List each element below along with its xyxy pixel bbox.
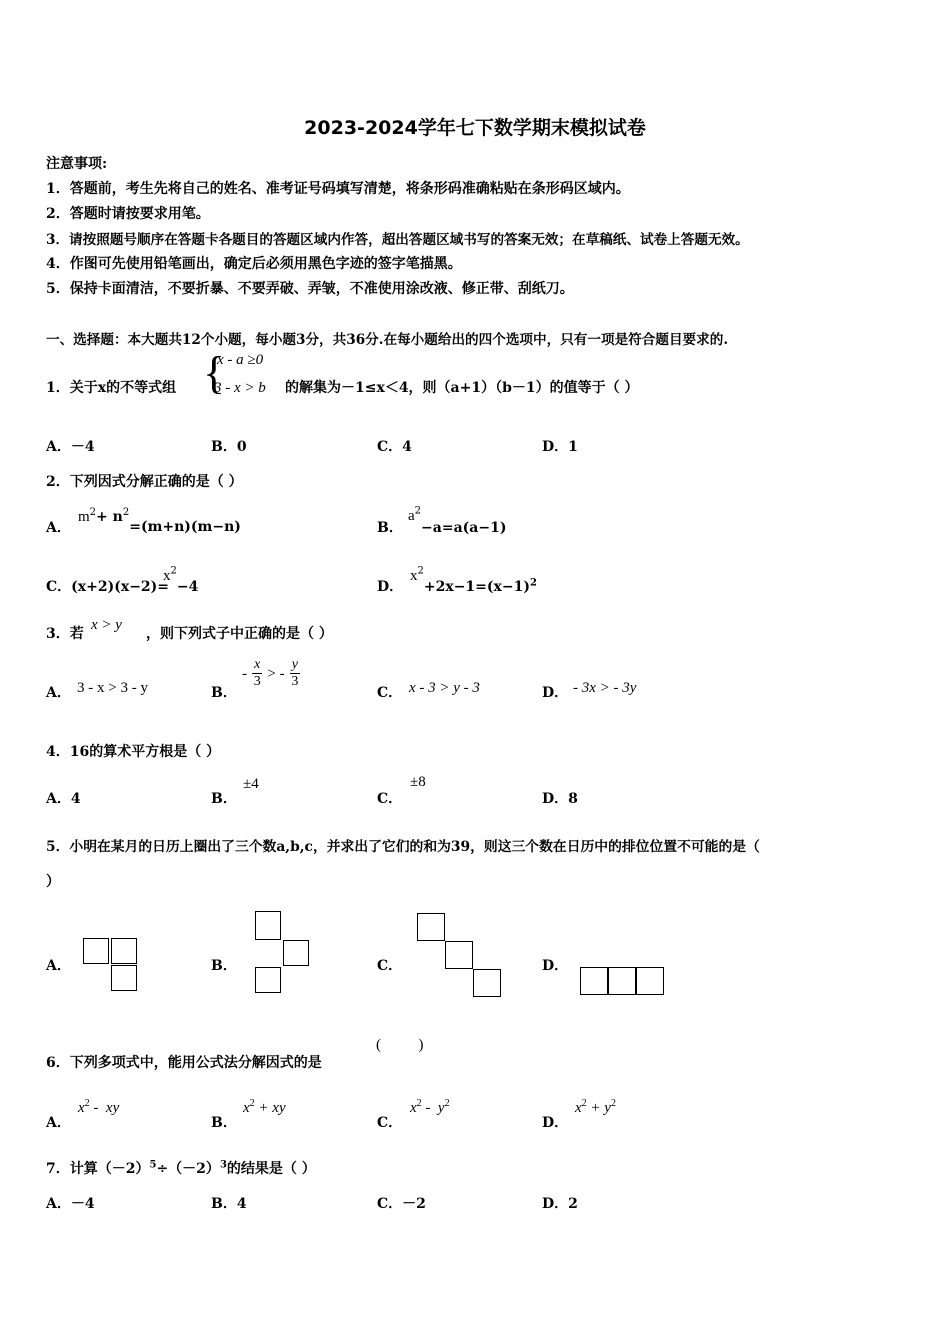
option-A[interactable]: A．－4 <box>46 439 95 455</box>
option-D[interactable]: D． <box>542 685 569 701</box>
option-A[interactable]: A． <box>46 685 71 701</box>
option-B[interactable]: B． <box>211 791 237 807</box>
option-D[interactable]: D． <box>542 958 569 974</box>
q1-suffix: 的解集为－1≤x＜4，则（a+1）（b－1）的值等于（ ） <box>285 380 639 396</box>
q6-stem: 6．下列多项式中，能用公式法分解因式的是 <box>46 1055 322 1071</box>
option-A[interactable]: A． <box>46 958 71 974</box>
q3-option-B-expr: - $\frac{x}{3}$ > - $\frac{y}{3}$ <box>242 657 299 689</box>
q3-option-A-expr: 3 - x > 3 - y <box>77 680 148 696</box>
option-A[interactable]: A．－4 <box>46 1196 95 1212</box>
option-B[interactable]: B．0 <box>211 439 247 455</box>
option-D[interactable]: D．1 <box>542 439 578 455</box>
notice-item: 4．作图可先使用铅笔画出，确定后必须用黑色字迹的签字笔描黑。 <box>46 256 462 272</box>
q5-stem: 5．小明在某月的日历上圈出了三个数a,b,c，并求出了它们的和为39，则这三个数在日历中的排位位置不可能的是（ <box>46 839 760 855</box>
option-B[interactable]: B． <box>211 1115 237 1131</box>
section-heading: 一、选择题：本大题共12个小题，每小题3分，共36分.在每小题给出的四个选项中，只有一项是符合题目要求的. <box>46 332 729 348</box>
q3-suffix: ，则下列式子中正确的是（ ） <box>146 626 333 642</box>
q6-paren: ( ) <box>376 1037 424 1053</box>
option-C[interactable]: C．(x+2)(x−2)= <box>46 579 170 595</box>
option-A[interactable]: A． <box>46 520 71 536</box>
option-C[interactable]: C． <box>377 791 403 807</box>
q2-option-C-expr: $x^2-4$ <box>163 565 199 595</box>
q6-option-A-expr: $x^2$ - xy <box>78 1098 120 1116</box>
q1-inequality-2: 3 - x > b <box>214 380 266 396</box>
q6-option-C-expr: $x^2 - y^2$ <box>410 1098 450 1116</box>
option-C[interactable]: C． <box>377 1115 403 1131</box>
q3-option-D-expr: - 3x > - 3y <box>573 680 637 696</box>
notice-item: 1．答题前，考生先将自己的姓名、准考证号码填写清楚，将条形码准确粘贴在条形码区域内。 <box>46 181 630 197</box>
q2-option-A-expr: $m^2+ n^2=(m+n)(m-n)$ <box>78 507 241 535</box>
q1-prefix: 1．关于x的不等式组 <box>46 380 177 396</box>
option-A[interactable]: A． <box>46 1115 71 1131</box>
q2-option-D-expr: $x^2+2x-1=(x-1)^2$ <box>410 565 537 595</box>
option-C[interactable]: C． <box>377 685 403 701</box>
option-B[interactable]: B． <box>377 520 403 536</box>
option-D[interactable]: D． <box>377 579 404 595</box>
q6-option-B-expr: $x^2$ + xy <box>243 1098 286 1116</box>
q2-option-B-expr: $a^2-a=a(a-1)$ <box>408 505 507 536</box>
option-C[interactable]: C．4 <box>377 439 412 455</box>
notice-item: 5．保持卡面清洁，不要折暴、不要弄破、弄皱，不准使用涂改液、修正带、刮纸刀。 <box>46 281 574 297</box>
option-D[interactable]: D． <box>542 1115 569 1131</box>
q4-option-C-value: ±8 <box>410 774 426 790</box>
option-C[interactable]: C． <box>377 958 403 974</box>
option-C[interactable]: C．－2 <box>377 1196 426 1212</box>
q3-prefix: 3．若 <box>46 626 84 642</box>
q4-option-B-value: ±4 <box>243 776 259 792</box>
option-A[interactable]: A．4 <box>46 791 81 807</box>
q4-stem: 4．16的算术平方根是（ ） <box>46 744 221 760</box>
q6-option-D-expr: $x^2 + y^2$ <box>575 1098 616 1116</box>
q7-stem: 7．计算$(-2)^5\div(-2)^3$的结果是（ ） <box>46 1159 316 1177</box>
q2-stem: 2．下列因式分解正确的是（ ） <box>46 474 243 490</box>
notice-heading: 注意事项: <box>46 156 108 172</box>
option-B[interactable]: B． <box>211 958 237 974</box>
q3-condition: x > y <box>91 617 122 633</box>
option-B[interactable]: B．4 <box>211 1196 247 1212</box>
page-title: 2023-2024学年七下数学期末模拟试卷 <box>304 117 646 139</box>
system-brace: { <box>203 347 226 398</box>
q3-option-C-expr: x - 3 > y - 3 <box>409 680 480 696</box>
q5-stem-end: ） <box>46 874 60 890</box>
option-D[interactable]: D．2 <box>542 1196 578 1212</box>
notice-item: 3．请按照题号顺序在答题卡各题目的答题区域内作答，超出答题区域书写的答案无效；在草稿纸、试卷上答题无效。 <box>46 232 749 248</box>
option-D[interactable]: D．8 <box>542 791 578 807</box>
option-B[interactable]: B． <box>211 685 237 701</box>
notice-item: 2．答题时请按要求用笔。 <box>46 206 210 222</box>
q1-inequality-1: x - a ≥0 <box>217 352 264 368</box>
